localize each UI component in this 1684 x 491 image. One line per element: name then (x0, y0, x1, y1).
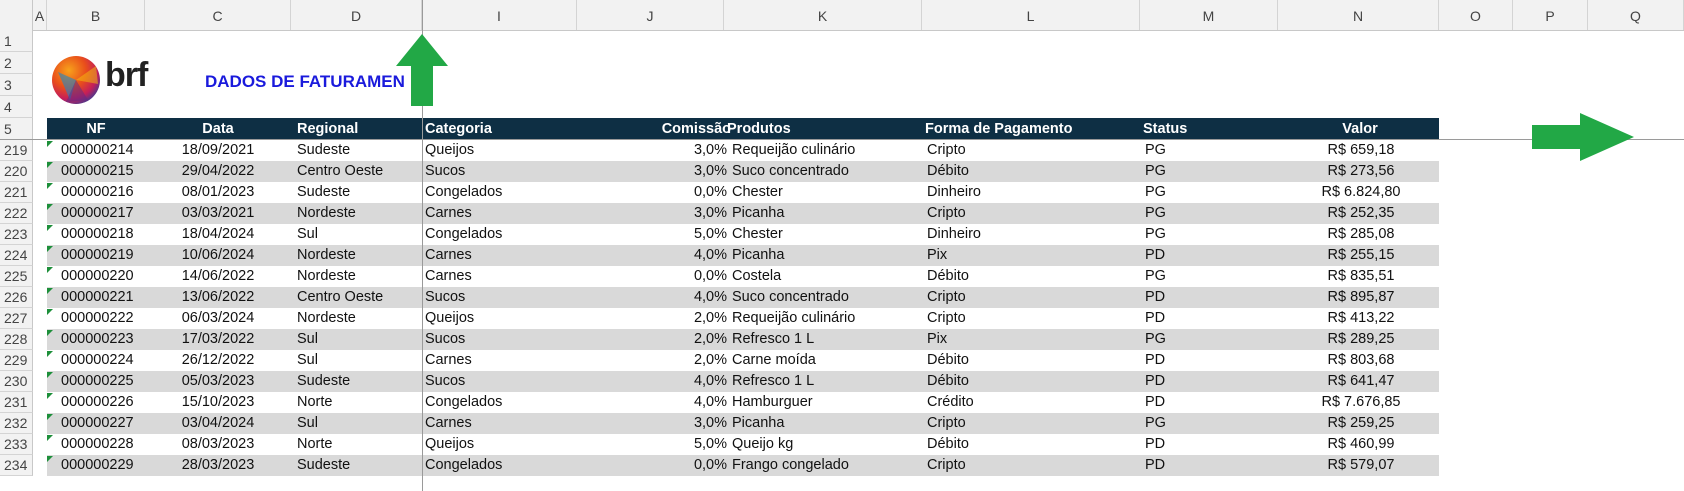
row-header[interactable]: 1 (0, 30, 33, 52)
cell-comissao[interactable]: 4,0% (693, 394, 727, 410)
cell-valor[interactable]: R$ 460,99 (1327, 436, 1395, 452)
cell-regional[interactable]: Nordeste (297, 205, 356, 221)
cell-nf[interactable]: 000000214 (61, 142, 134, 158)
cell-valor[interactable]: R$ 659,18 (1327, 142, 1395, 158)
cell-status[interactable]: PG (1145, 331, 1166, 347)
cell-comissao[interactable]: 0,0% (693, 184, 727, 200)
cell-categoria[interactable]: Carnes (425, 268, 472, 284)
row-header[interactable]: 234 (0, 455, 33, 476)
cell-categoria[interactable]: Congelados (425, 226, 503, 242)
column-title-7[interactable]: Status (1143, 121, 1188, 137)
cell-comissao[interactable]: 3,0% (693, 142, 727, 158)
cell-pagamento[interactable]: Dinheiro (927, 184, 981, 200)
cell-categoria[interactable]: Carnes (425, 205, 472, 221)
arrow-up-icon (396, 34, 448, 106)
cell-pagamento[interactable]: Pix (927, 247, 948, 263)
cell-nf[interactable]: 000000221 (61, 289, 134, 305)
cell-comissao[interactable]: 2,0% (693, 310, 727, 326)
cell-nf[interactable]: 000000219 (61, 247, 134, 263)
cell-produto[interactable]: Chester (732, 226, 783, 242)
cell-produto[interactable]: Chester (732, 184, 783, 200)
error-indicator-icon[interactable] (47, 162, 53, 168)
error-indicator-icon[interactable] (47, 225, 53, 231)
page-title: DADOS DE FATURAMEN (205, 72, 405, 91)
cell-data[interactable]: 03/04/2024 (181, 415, 255, 431)
column-header-bar (0, 0, 1684, 31)
cell-nf[interactable]: 000000216 (61, 184, 134, 200)
cell-comissao[interactable]: 5,0% (693, 436, 727, 452)
cell-comissao[interactable]: 4,0% (693, 247, 727, 263)
column-header-q[interactable]: Q (1588, 0, 1684, 30)
cell-regional[interactable]: Norte (297, 394, 333, 410)
cell-nf[interactable]: 000000223 (61, 331, 134, 347)
table-header-row (47, 118, 1439, 140)
cell-data[interactable]: 08/01/2023 (181, 184, 255, 200)
cell-data[interactable]: 26/12/2022 (181, 352, 255, 368)
table-row (47, 266, 1439, 287)
row-header[interactable]: 2 (0, 52, 33, 74)
cell-data[interactable]: 08/03/2023 (181, 436, 255, 452)
row-header[interactable]: 219 (0, 140, 33, 161)
cell-status[interactable]: PG (1145, 184, 1166, 200)
row-header[interactable]: 223 (0, 224, 33, 245)
row-header[interactable]: 227 (0, 308, 33, 329)
row-header[interactable]: 232 (0, 413, 33, 434)
cell-pagamento[interactable]: Cripto (927, 415, 966, 431)
cell-regional[interactable]: Nordeste (297, 247, 356, 263)
cell-nf[interactable]: 000000229 (61, 457, 134, 473)
table-row (47, 182, 1439, 203)
cell-valor[interactable]: R$ 273,56 (1327, 163, 1395, 179)
table-row (47, 287, 1439, 308)
column-header-n[interactable]: N (1278, 0, 1439, 30)
cell-valor[interactable]: R$ 252,35 (1327, 205, 1395, 221)
cell-produto[interactable]: Requeijão culinário (732, 310, 856, 326)
error-indicator-icon[interactable] (47, 141, 53, 147)
cell-regional[interactable]: Nordeste (297, 310, 356, 326)
arrow-right-icon (1532, 113, 1634, 161)
cell-categoria[interactable]: Congelados (425, 394, 503, 410)
cell-data[interactable]: 18/04/2024 (181, 226, 255, 242)
cell-nf[interactable]: 000000227 (61, 415, 134, 431)
column-header-a[interactable]: A (33, 0, 47, 30)
cell-produto[interactable]: Requeijão culinário (732, 142, 856, 158)
cell-data[interactable]: 14/06/2022 (181, 268, 255, 284)
cell-produto[interactable]: Refresco 1 L (732, 331, 815, 347)
column-header-p[interactable]: P (1513, 0, 1588, 30)
row-header[interactable]: 228 (0, 329, 33, 350)
cell-categoria[interactable]: Carnes (425, 352, 472, 368)
column-header-c[interactable]: C (145, 0, 291, 30)
cell-pagamento[interactable]: Débito (927, 352, 969, 368)
cell-regional[interactable]: Sul (297, 415, 318, 431)
cell-pagamento[interactable]: Cripto (927, 142, 966, 158)
cell-status[interactable]: PD (1145, 457, 1166, 473)
table-row (47, 161, 1439, 182)
cell-pagamento[interactable]: Débito (927, 373, 969, 389)
cell-produto[interactable]: Suco concentrado (732, 289, 849, 305)
row-header[interactable]: 5 (0, 118, 33, 140)
cell-categoria[interactable]: Queijos (425, 436, 475, 452)
error-indicator-icon[interactable] (47, 330, 53, 336)
table-row (47, 350, 1439, 371)
cell-comissao[interactable]: 4,0% (693, 289, 727, 305)
cell-regional[interactable]: Norte (297, 436, 333, 452)
column-header-o[interactable]: O (1439, 0, 1513, 30)
row-header[interactable]: 4 (0, 96, 33, 118)
cell-produto[interactable]: Picanha (732, 415, 785, 431)
cell-comissao[interactable]: 0,0% (693, 268, 727, 284)
column-header-d[interactable]: D (291, 0, 422, 30)
cell-data[interactable]: 15/10/2023 (181, 394, 255, 410)
cell-comissao[interactable]: 3,0% (693, 415, 727, 431)
error-indicator-icon[interactable] (47, 372, 53, 378)
cell-data[interactable]: 28/03/2023 (181, 457, 255, 473)
column-title-3[interactable]: Categoria (425, 121, 492, 137)
error-indicator-icon[interactable] (47, 351, 53, 357)
cell-valor[interactable]: R$ 6.824,80 (1321, 184, 1401, 200)
table-row (47, 392, 1439, 413)
error-indicator-icon[interactable] (47, 435, 53, 441)
cell-regional[interactable]: Centro Oeste (297, 163, 384, 179)
cell-categoria[interactable]: Congelados (425, 184, 503, 200)
cell-valor[interactable]: R$ 579,07 (1327, 457, 1395, 473)
error-indicator-icon[interactable] (47, 393, 53, 399)
cell-produto[interactable]: Suco concentrado (732, 163, 849, 179)
column-header-i[interactable]: I (422, 0, 577, 30)
cell-pagamento[interactable]: Dinheiro (927, 226, 981, 242)
cell-regional[interactable]: Sudeste (297, 457, 351, 473)
cell-pagamento[interactable]: Cripto (927, 205, 966, 221)
column-header-m[interactable]: M (1140, 0, 1278, 30)
column-header-j[interactable]: J (577, 0, 724, 30)
column-header-k[interactable]: K (724, 0, 922, 30)
cell-comissao[interactable]: 0,0% (693, 457, 727, 473)
cell-categoria[interactable]: Sucos (425, 331, 466, 347)
table-row (47, 434, 1439, 455)
table-row (47, 245, 1439, 266)
cell-valor[interactable]: R$ 413,22 (1327, 310, 1395, 326)
cell-pagamento[interactable]: Débito (927, 163, 969, 179)
cell-categoria[interactable]: Sucos (425, 163, 466, 179)
cell-nf[interactable]: 000000226 (61, 394, 134, 410)
cell-produto[interactable]: Refresco 1 L (732, 373, 815, 389)
cell-status[interactable]: PD (1145, 394, 1166, 410)
cell-regional[interactable]: Sudeste (297, 184, 351, 200)
cell-nf[interactable]: 000000225 (61, 373, 134, 389)
cell-pagamento[interactable]: Crédito (927, 394, 974, 410)
table-row (47, 329, 1439, 350)
cell-produto[interactable]: Hamburguer (732, 394, 813, 410)
row-header[interactable]: 226 (0, 287, 33, 308)
cell-status[interactable]: PG (1145, 226, 1166, 242)
cell-data[interactable]: 05/03/2023 (181, 373, 255, 389)
cell-regional[interactable]: Sudeste (297, 142, 351, 158)
cell-data[interactable]: 13/06/2022 (181, 289, 255, 305)
column-title-0[interactable]: NF (86, 121, 106, 137)
cell-valor[interactable]: R$ 259,25 (1327, 415, 1395, 431)
cell-nf[interactable]: 000000222 (61, 310, 134, 326)
column-title-2[interactable]: Regional (297, 121, 359, 137)
row-header[interactable]: 222 (0, 203, 33, 224)
cell-categoria[interactable]: Sucos (425, 373, 466, 389)
row-header[interactable]: 233 (0, 434, 33, 455)
column-title-5[interactable]: Produtos (727, 121, 791, 137)
table-row (47, 224, 1439, 245)
row-header[interactable]: 229 (0, 350, 33, 371)
table-row (47, 413, 1439, 434)
error-indicator-icon[interactable] (47, 309, 53, 315)
cell-categoria[interactable]: Congelados (425, 457, 503, 473)
table-row (47, 308, 1439, 329)
cell-comissao[interactable]: 4,0% (693, 373, 727, 389)
cell-valor[interactable]: R$ 641,47 (1327, 373, 1395, 389)
cell-status[interactable]: PG (1145, 415, 1166, 431)
error-indicator-icon[interactable] (47, 267, 53, 273)
cell-regional[interactable]: Centro Oeste (297, 289, 384, 305)
cell-pagamento[interactable]: Débito (927, 268, 969, 284)
cell-nf[interactable]: 000000215 (61, 163, 134, 179)
column-title-6[interactable]: Forma de Pagamento (925, 121, 1073, 137)
cell-categoria[interactable]: Queijos (425, 310, 475, 326)
cell-status[interactable]: PD (1145, 436, 1166, 452)
error-indicator-icon[interactable] (47, 183, 53, 189)
cell-pagamento[interactable]: Pix (927, 331, 948, 347)
row-header[interactable]: 3 (0, 74, 33, 96)
brf-logo-icon (52, 54, 157, 106)
column-header-l[interactable]: L (922, 0, 1140, 30)
cell-categoria[interactable]: Sucos (425, 289, 466, 305)
row-header[interactable]: 225 (0, 266, 33, 287)
cell-data[interactable]: 10/06/2024 (181, 247, 255, 263)
cell-pagamento[interactable]: Débito (927, 436, 969, 452)
error-indicator-icon[interactable] (47, 246, 53, 252)
cell-nf[interactable]: 000000220 (61, 268, 134, 284)
cell-status[interactable]: PD (1145, 352, 1166, 368)
cell-comissao[interactable]: 5,0% (693, 226, 727, 242)
cell-produto[interactable]: Frango congelado (732, 457, 849, 473)
cell-regional[interactable]: Nordeste (297, 268, 356, 284)
cell-valor[interactable]: R$ 895,87 (1327, 289, 1395, 305)
cell-data[interactable]: 03/03/2021 (181, 205, 255, 221)
cell-categoria[interactable]: Carnes (425, 247, 472, 263)
cell-nf[interactable]: 000000228 (61, 436, 134, 452)
cell-categoria[interactable]: Queijos (425, 142, 475, 158)
column-title-4[interactable]: Comissão (661, 121, 731, 137)
table-row (47, 455, 1439, 476)
cell-data[interactable]: 18/09/2021 (181, 142, 255, 158)
cell-status[interactable]: PG (1145, 142, 1166, 158)
cell-status[interactable]: PD (1145, 373, 1166, 389)
cell-valor[interactable]: R$ 803,68 (1327, 352, 1395, 368)
table-row (47, 371, 1439, 392)
error-indicator-icon[interactable] (47, 204, 53, 210)
table-row (47, 203, 1439, 224)
cell-data[interactable]: 17/03/2022 (181, 331, 255, 347)
row-header[interactable]: 221 (0, 182, 33, 203)
cell-comissao[interactable]: 3,0% (693, 163, 727, 179)
cell-nf[interactable]: 000000217 (61, 205, 134, 221)
cell-valor[interactable]: R$ 835,51 (1327, 268, 1395, 284)
select-all-corner[interactable] (0, 0, 33, 30)
row-header[interactable]: 220 (0, 161, 33, 182)
column-title-1[interactable]: Data (202, 121, 234, 137)
cell-status[interactable]: PG (1145, 205, 1166, 221)
logo-text: brf (105, 56, 148, 94)
cell-status[interactable]: PD (1145, 289, 1166, 305)
cell-status[interactable]: PG (1145, 163, 1166, 179)
cell-valor[interactable]: R$ 289,25 (1327, 331, 1395, 347)
row-header[interactable]: 224 (0, 245, 33, 266)
error-indicator-icon[interactable] (47, 456, 53, 462)
column-title-8[interactable]: Valor (1342, 121, 1378, 137)
cell-data[interactable]: 06/03/2024 (181, 310, 255, 326)
cell-regional[interactable]: Sudeste (297, 373, 351, 389)
cell-status[interactable]: PG (1145, 268, 1166, 284)
cell-categoria[interactable]: Carnes (425, 415, 472, 431)
cell-comissao[interactable]: 3,0% (693, 205, 727, 221)
cell-nf[interactable]: 000000218 (61, 226, 134, 242)
row-header[interactable]: 230 (0, 371, 33, 392)
cell-regional[interactable]: Sul (297, 226, 318, 242)
error-indicator-icon[interactable] (47, 288, 53, 294)
cell-status[interactable]: PD (1145, 247, 1166, 263)
table-row (47, 140, 1439, 161)
cell-produto[interactable]: Picanha (732, 205, 785, 221)
cell-regional[interactable]: Sul (297, 331, 318, 347)
cell-pagamento[interactable]: Cripto (927, 289, 966, 305)
cell-produto[interactable]: Costela (732, 268, 782, 284)
error-indicator-icon[interactable] (47, 414, 53, 420)
cell-status[interactable]: PD (1145, 310, 1166, 326)
cell-nf[interactable]: 000000224 (61, 352, 134, 368)
cell-pagamento[interactable]: Cripto (927, 457, 966, 473)
cell-regional[interactable]: Sul (297, 352, 318, 368)
column-header-b[interactable]: B (47, 0, 145, 30)
cell-valor[interactable]: R$ 7.676,85 (1321, 394, 1401, 410)
cell-produto[interactable]: Carne moída (732, 352, 816, 368)
cell-valor[interactable]: R$ 255,15 (1327, 247, 1395, 263)
row-header[interactable]: 231 (0, 392, 33, 413)
cell-data[interactable]: 29/04/2022 (181, 163, 255, 179)
cell-comissao[interactable]: 2,0% (693, 352, 727, 368)
cell-comissao[interactable]: 2,0% (693, 331, 727, 347)
cell-produto[interactable]: Queijo kg (732, 436, 794, 452)
cell-valor[interactable]: R$ 285,08 (1327, 226, 1395, 242)
freeze-pane-horizontal-line (0, 139, 1684, 140)
cell-pagamento[interactable]: Cripto (927, 310, 966, 326)
cell-produto[interactable]: Picanha (732, 247, 785, 263)
